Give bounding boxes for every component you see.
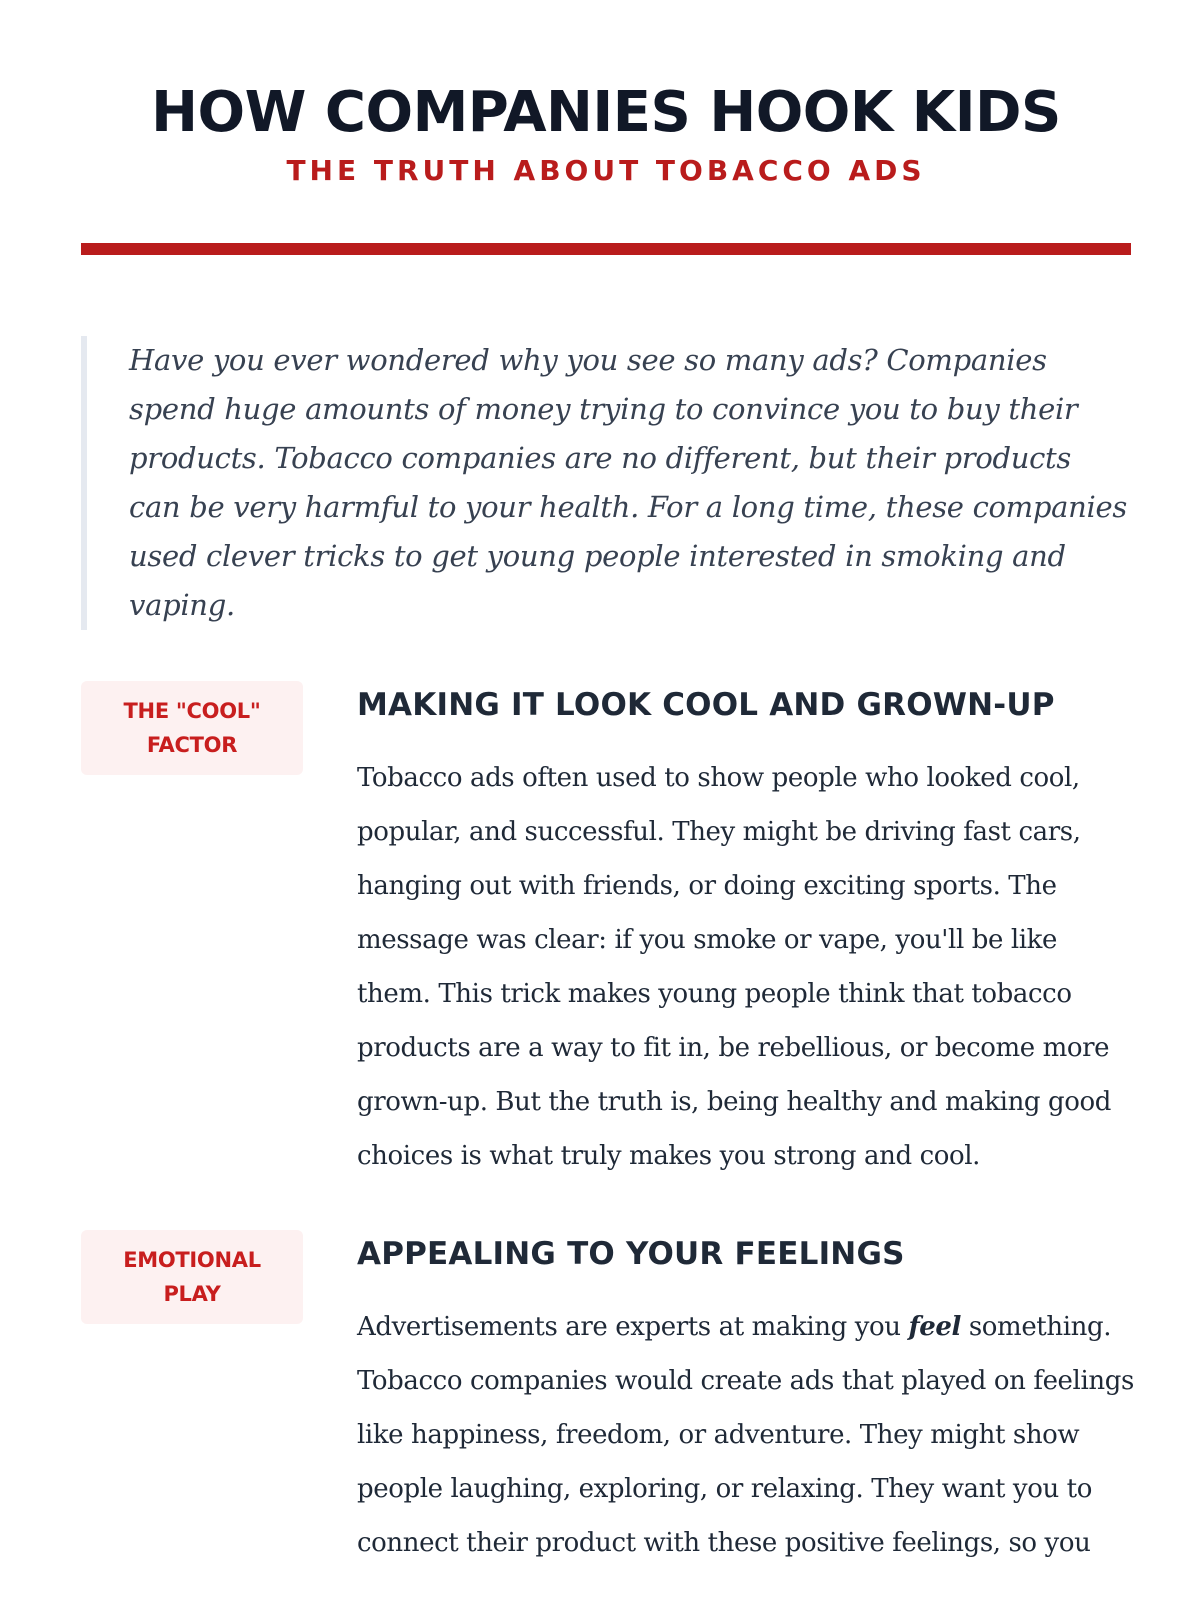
section-tag [81, 1230, 303, 1324]
section-heading: MAKING IT LOOK COOL AND GROWN-UP [357, 687, 1055, 723]
section-text-after: something. Tobacco companies would create ads that played on feelings like happiness, freedom, or adventure. They might show people laughing, exploring, or relaxing. They want you to connect their product with these positive feelings, so you [357, 1312, 1134, 1558]
intro-text: Have you ever wondered why you see so many ads? Companies spend huge amounts of money trying to convince you to buy their products. Tobacco companies are no different, but their products can be very harmful to your health. For a long time, these companies used clever tricks to get young people interested in smoking and vaping. [129, 343, 1127, 622]
section-text-before: Advertisements are experts at making you [357, 1312, 909, 1342]
intro-quote [81, 336, 1131, 630]
section-tag [81, 681, 303, 775]
section-text [357, 1300, 1137, 1570]
page-subtitle: THE TRUTH ABOUT TOBACCO ADS [286, 154, 926, 187]
section-body [357, 1230, 1137, 1570]
section-tag-label: THE "COOL" FACTOR [123, 699, 261, 757]
page-header [81, 0, 1131, 188]
header-divider [81, 243, 1131, 255]
emphasis-word: feel [908, 1312, 961, 1342]
page [81, 0, 1134, 1558]
section-tag-label: EMOTIONAL PLAY [123, 1248, 261, 1306]
section-heading: APPEALING TO YOUR FEELINGS [357, 1236, 905, 1272]
section-body [357, 681, 1137, 1183]
page-title: HOW COMPANIES HOOK KIDS [151, 80, 1061, 145]
section-text: Tobacco ads often used to show people who looked cool, popular, and successful. They might be driving fast cars, hanging out with friends, or doing exciting sports. The message was clear: if you smoke or vape, you'll be like them. This trick makes young people think that tobacco products are a way to fit in, be rebellious, or become more grown-up. But the truth is, being healthy and making good choices is what truly makes you strong and cool. [357, 763, 1112, 1171]
